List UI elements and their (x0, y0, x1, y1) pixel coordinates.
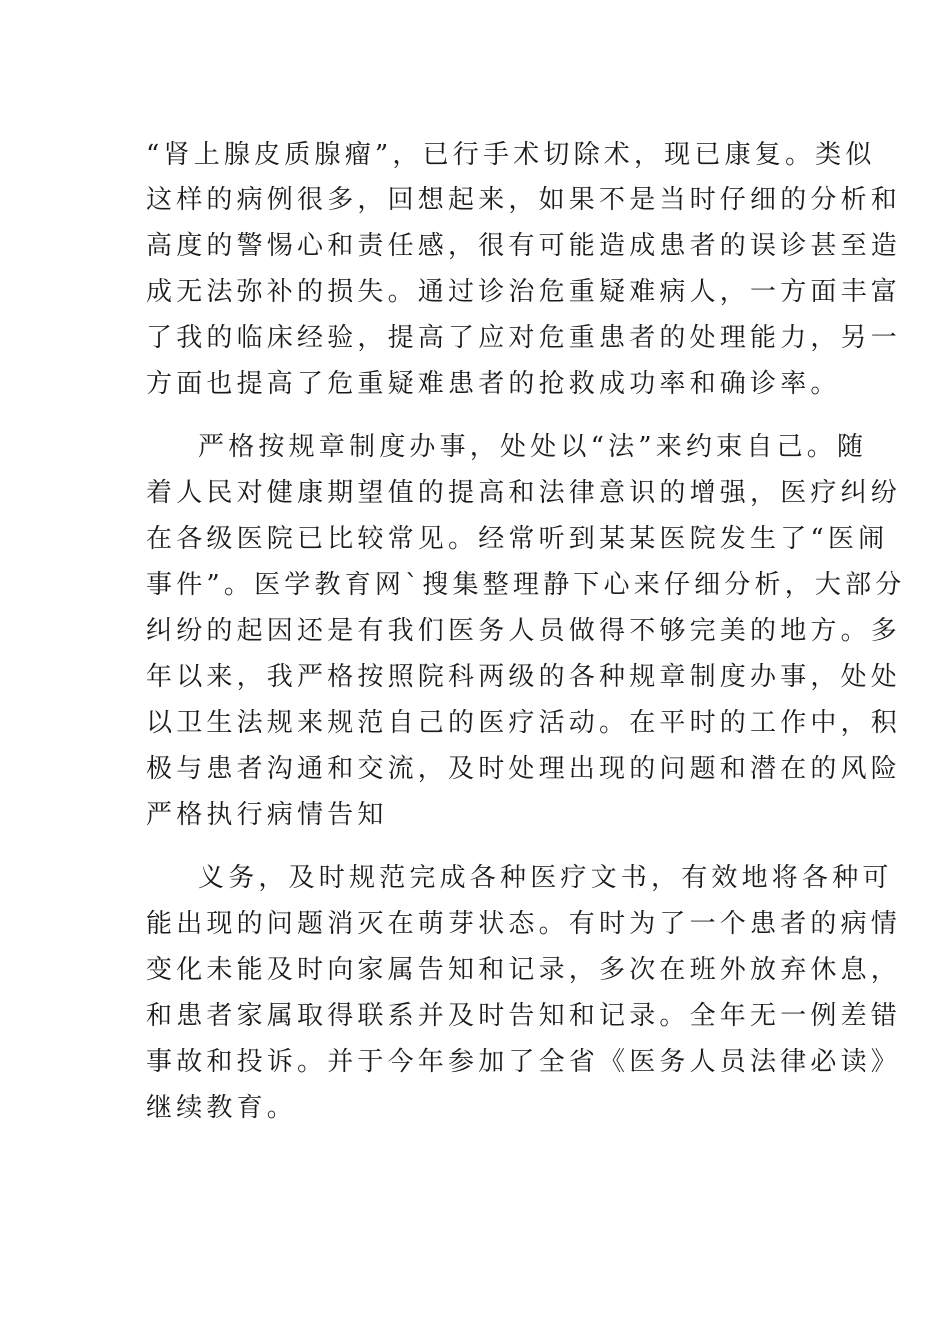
text-line: 这样的病例很多，回想起来，如果不是当时仔细的分析和 (146, 185, 902, 215)
text-line: 事故和投诉。并于今年参加了全省《医务人员法律必读》 (146, 1047, 902, 1077)
text-line: 能出现的问题消灭在萌芽状态。有时为了一个患者的病情 (146, 909, 902, 939)
text-line: 继续教育。 (146, 1093, 298, 1123)
text-line: 在各级医院已比较常见。经常听到某某医院发生了“医闹 (146, 524, 889, 554)
text-line: 严格按规章制度办事，处处以“法”来约束自己。随 (198, 432, 868, 462)
text-line: 以卫生法规来规范自己的医疗活动。在平时的工作中，积 (146, 708, 902, 738)
text-line: 变化未能及时向家属告知和记录，多次在班外放弃休息， (146, 955, 902, 985)
text-line: 极与患者沟通和交流，及时处理出现的问题和潜在的风险 (146, 754, 902, 784)
text-line: 和患者家属取得联系并及时告知和记录。全年无一例差错 (146, 1001, 902, 1031)
text-line: 了我的临床经验，提高了应对危重患者的处理能力，另一 (146, 323, 902, 353)
text-line: 高度的警惕心和责任感，很有可能造成患者的误诊甚至造 (146, 231, 902, 261)
text-line: 事件”。医学教育网`搜集整理静下心来仔细分析，大部分 (146, 570, 906, 600)
text-line: 年以来，我严格按照院科两级的各种规章制度办事，处处 (146, 662, 902, 692)
text-line: 义务，及时规范完成各种医疗文书，有效地将各种可 (198, 863, 893, 893)
text-line: “肾上腺皮质腺瘤”，已行手术切除术，现已康复。类似 (146, 140, 876, 170)
text-line: 严格执行病情告知 (146, 800, 388, 830)
text-line: 方面也提高了危重疑难患者的抢救成功率和确诊率。 (146, 369, 841, 399)
text-line: 着人民对健康期望值的提高和法律意识的增强，医疗纠纷 (146, 478, 902, 508)
text-line: 成无法弥补的损失。通过诊治危重疑难病人，一方面丰富 (146, 277, 902, 307)
text-line: 纠纷的起因还是有我们医务人员做得不够完美的地方。多 (146, 616, 902, 646)
